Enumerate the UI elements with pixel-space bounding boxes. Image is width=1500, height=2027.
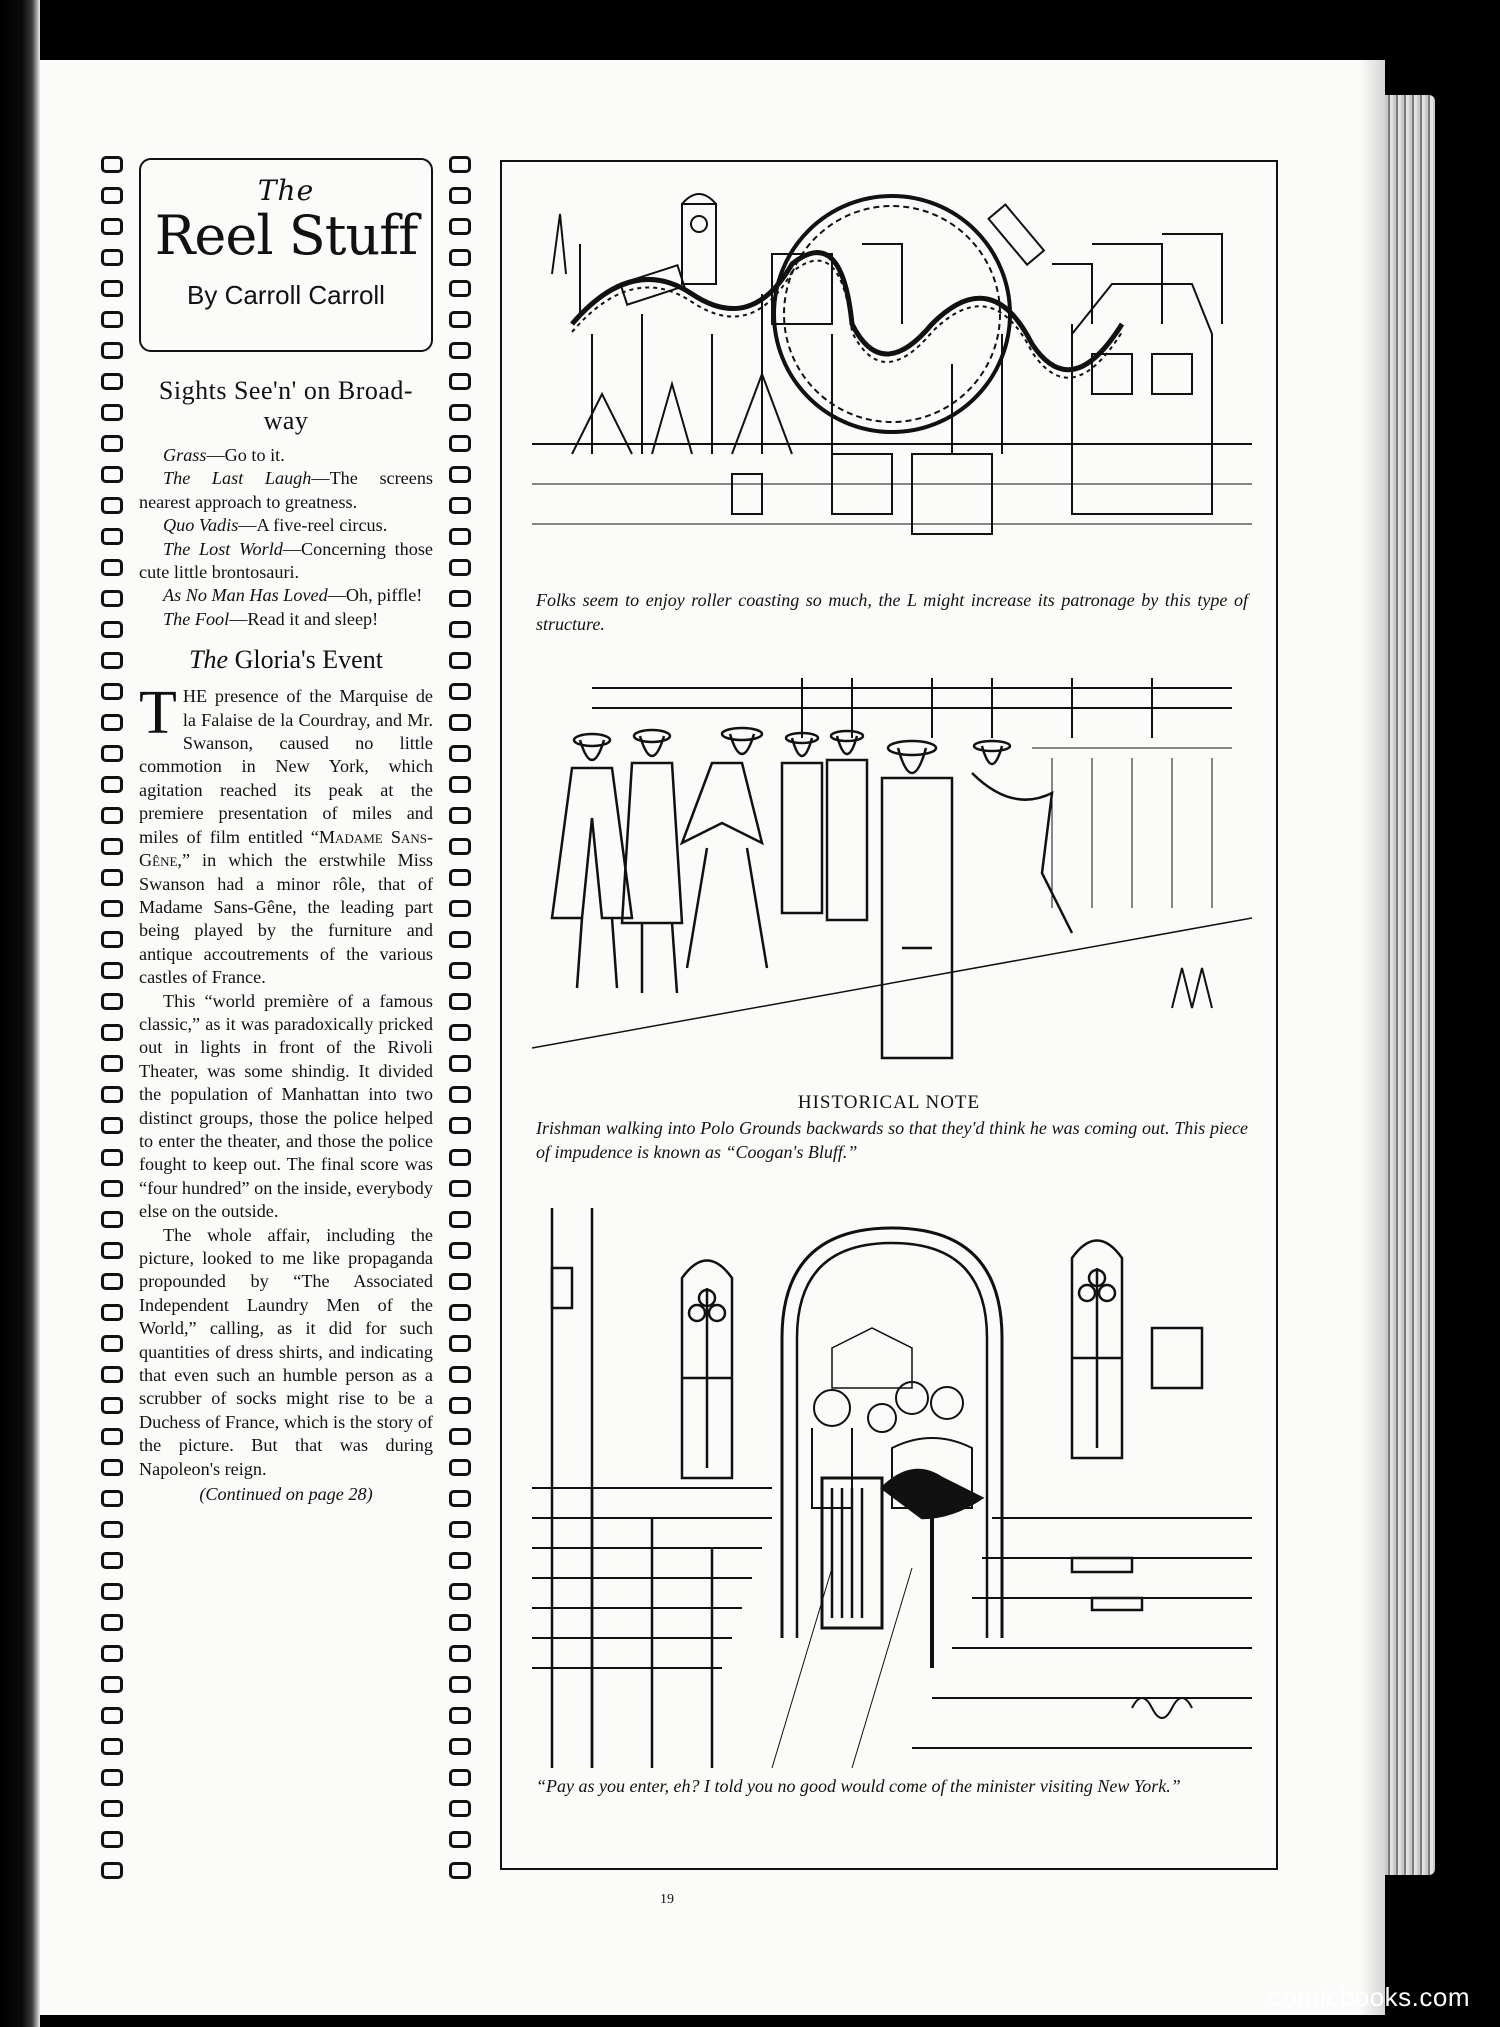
sprocket-hole xyxy=(101,1304,123,1321)
sprocket-hole xyxy=(449,962,471,979)
sprocket-hole xyxy=(449,1304,471,1321)
sprocket-hole xyxy=(101,1552,123,1569)
listing-item: As No Man Has Loved—Oh, piffle! xyxy=(163,585,423,606)
section-heading-gloria: The Gloria's Event xyxy=(189,645,383,675)
book-binding xyxy=(0,0,40,2027)
sprocket-hole xyxy=(449,1738,471,1755)
sprocket-hole xyxy=(101,1769,123,1786)
listing-item: Quo Vadis—A five-reel circus. xyxy=(163,515,388,536)
sprocket-hole xyxy=(101,807,123,824)
sprocket-hole xyxy=(101,373,123,390)
sprocket-hole xyxy=(101,776,123,793)
sprocket-hole xyxy=(101,280,123,297)
sprocket-hole xyxy=(101,1335,123,1352)
sprocket-hole xyxy=(101,745,123,762)
sprocket-hole xyxy=(449,435,471,452)
sprocket-hole xyxy=(449,1397,471,1414)
cartoon-polo-grounds xyxy=(532,648,1252,1078)
column-title-box xyxy=(139,158,433,352)
sprocket-hole xyxy=(101,1862,123,1879)
sprocket-hole xyxy=(449,311,471,328)
sprocket-hole xyxy=(449,714,471,731)
sprocket-hole xyxy=(101,1180,123,1197)
sprocket-hole xyxy=(449,1024,471,1041)
historical-note-heading: HISTORICAL NOTE xyxy=(797,1092,981,1113)
sprocket-hole xyxy=(101,1831,123,1848)
listing-item: The Last Laugh—The screens nearest approach to greatness. xyxy=(139,468,433,512)
sprocket-hole xyxy=(449,1769,471,1786)
sprocket-hole xyxy=(101,311,123,328)
page-edges xyxy=(1385,95,1435,1875)
sprocket-hole xyxy=(449,1521,471,1538)
sprocket-hole xyxy=(449,466,471,483)
sprocket-hole xyxy=(449,1335,471,1352)
sprocket-hole xyxy=(449,1831,471,1848)
sprocket-hole xyxy=(449,1242,471,1259)
sprocket-hole xyxy=(101,652,123,669)
sprocket-hole xyxy=(449,590,471,607)
sprocket-hole xyxy=(449,838,471,855)
sprocket-hole xyxy=(449,1273,471,1290)
sprocket-hole xyxy=(101,1583,123,1600)
sprocket-hole xyxy=(449,156,471,173)
sprocket-hole xyxy=(101,1490,123,1507)
sprocket-hole xyxy=(449,1055,471,1072)
sprocket-hole xyxy=(101,156,123,173)
byline: By Carroll Carroll xyxy=(187,280,385,310)
sprocket-hole xyxy=(449,1800,471,1817)
sprocket-hole xyxy=(449,249,471,266)
sprocket-hole xyxy=(449,993,471,1010)
cartoon-3-caption: “Pay as you enter, eh? I told you no good would come of the minister visiting New York.” xyxy=(536,1776,1181,1796)
sprocket-hole xyxy=(101,1738,123,1755)
sprocket-hole xyxy=(101,1117,123,1134)
sprocket-hole xyxy=(449,373,471,390)
sprocket-hole xyxy=(101,342,123,359)
cartoon-roller-coaster xyxy=(532,184,1252,574)
sprocket-hole xyxy=(101,962,123,979)
sprocket-hole xyxy=(101,404,123,421)
sprocket-hole xyxy=(101,1521,123,1538)
sprocket-hole xyxy=(449,280,471,297)
sprocket-hole xyxy=(449,1149,471,1166)
sprocket-hole xyxy=(449,900,471,917)
sprocket-hole xyxy=(101,590,123,607)
sprocket-hole xyxy=(101,559,123,576)
listing-item: Grass—Go to it. xyxy=(163,445,285,465)
sprocket-hole xyxy=(101,900,123,917)
sprocket-hole xyxy=(449,497,471,514)
film-listings xyxy=(139,444,433,631)
sprocket-hole xyxy=(449,1583,471,1600)
sprocket-hole xyxy=(449,869,471,886)
reel-stuff-column xyxy=(101,156,471,1879)
sprocket-hole xyxy=(449,1180,471,1197)
sprocket-hole xyxy=(101,1273,123,1290)
title-the: The xyxy=(257,174,315,207)
sprocket-hole xyxy=(449,342,471,359)
sprocket-hole xyxy=(101,1086,123,1103)
sprocket-hole xyxy=(449,1211,471,1228)
sprocket-hole xyxy=(101,1055,123,1072)
paragraph-3: The whole affair, including the picture, looked to me like propaganda propounded by “The Associated Independent Laundry Men of the World,” calling, as it did for such quantities of dress shirts, and indicating that even such an humble person as a scrubber of socks might rise to be a Duchess of France, which is the story of the picture. But that was during Napoleon's reign. xyxy=(139,1224,433,1479)
sprocket-hole xyxy=(101,1149,123,1166)
drop-cap: T xyxy=(139,679,177,748)
sprocket-hole xyxy=(101,931,123,948)
sprocket-hole xyxy=(101,249,123,266)
sprocket-hole xyxy=(449,683,471,700)
sprocket-hole xyxy=(449,931,471,948)
sprocket-hole xyxy=(101,497,123,514)
sprocket-hole xyxy=(449,187,471,204)
sprocket-hole xyxy=(449,528,471,545)
sprocket-hole xyxy=(101,993,123,1010)
listing-item: The Lost World—Concerning those cute little brontosauri. xyxy=(139,538,434,583)
sprocket-hole xyxy=(101,1707,123,1724)
sprocket-hole xyxy=(449,1086,471,1103)
sprocket-hole xyxy=(449,559,471,576)
section-heading-sights: Sights See'n' on Broad-way xyxy=(158,376,414,435)
sprocket-hole xyxy=(101,1242,123,1259)
sprocket-hole xyxy=(101,869,123,886)
sprocket-hole xyxy=(101,1428,123,1445)
sprocket-hole xyxy=(101,1676,123,1693)
sprocket-hole xyxy=(449,1676,471,1693)
sprocket-hole xyxy=(101,218,123,235)
sprocket-hole xyxy=(101,435,123,452)
continued-note: (Continued on page 28) xyxy=(199,1484,373,1505)
page-shadow xyxy=(1360,60,1385,2015)
sprocket-hole xyxy=(101,528,123,545)
cartoon-2-caption: Irishman walking into Polo Grounds backwards so that they'd think he was coming out. This piece of impudence is known as “Coogan's Bluff.” xyxy=(536,1118,1248,1162)
sprocket-hole xyxy=(101,621,123,638)
sprocket-hole xyxy=(449,621,471,638)
sprocket-hole xyxy=(101,1366,123,1383)
sprocket-hole xyxy=(101,1614,123,1631)
film-sprockets-left xyxy=(101,156,123,1879)
page-number: 19 xyxy=(660,1892,674,1907)
sprocket-hole xyxy=(101,1800,123,1817)
sprocket-hole xyxy=(101,683,123,700)
film-sprockets-right xyxy=(449,156,471,1879)
sprocket-hole xyxy=(449,776,471,793)
sprocket-hole xyxy=(101,1459,123,1476)
cartoon-church xyxy=(532,1188,1252,1768)
sprocket-hole xyxy=(449,1862,471,1879)
sprocket-hole xyxy=(101,1397,123,1414)
sprocket-hole xyxy=(449,1117,471,1134)
sprocket-hole xyxy=(101,1024,123,1041)
cartoon-1-caption: Folks seem to enjoy roller coasting so much, the L might increase its patronage by this type of structure. xyxy=(536,590,1248,634)
sprocket-hole xyxy=(101,714,123,731)
sprocket-hole xyxy=(449,1366,471,1383)
cartoon-frame xyxy=(500,160,1278,1870)
sprocket-hole xyxy=(449,1428,471,1445)
column-body xyxy=(139,376,433,1506)
sprocket-hole xyxy=(449,807,471,824)
listing-item: The Fool—Read it and sleep! xyxy=(163,608,379,629)
sprocket-hole xyxy=(449,1459,471,1476)
sprocket-hole xyxy=(449,745,471,762)
sprocket-hole xyxy=(449,218,471,235)
sprocket-hole xyxy=(449,1490,471,1507)
sprocket-hole xyxy=(449,652,471,669)
sprocket-hole xyxy=(449,1645,471,1662)
paragraph-1: THE presence of the Marquise de la Falaise de la Courdray, and Mr. Swanson, caused no little commotion in New York, which agitation reached its peak at the premiere presentation of miles and miles of film entitled “Madame Sans-Gêne,” in which the erstwhile Miss Swanson had a minor rôle, that of Madame Sans-Gêne, the leading part being played by the furniture and antique accoutrements of the various castles of France. xyxy=(139,679,434,988)
sprocket-hole xyxy=(101,838,123,855)
sprocket-hole xyxy=(449,1707,471,1724)
column-title: Reel Stuff xyxy=(154,204,418,267)
paragraph-2: This “world première of a famous classic,” as it was paradoxically pricked out in lights in front of the Rivoli Theater, was some shindig. It divided the population of Manhattan into two distinct groups, those the police helped to enter the theater, and those the police fought to keep out. The final score was “four hundred” on the inside, everybody else on the outside. xyxy=(139,990,433,1222)
sprocket-hole xyxy=(449,1552,471,1569)
sprocket-hole xyxy=(101,1211,123,1228)
sprocket-hole xyxy=(101,1645,123,1662)
site-watermark: comicbooks.com xyxy=(1269,1982,1470,2012)
sprocket-hole xyxy=(101,187,123,204)
sprocket-hole xyxy=(449,1614,471,1631)
sprocket-hole xyxy=(101,466,123,483)
sprocket-hole xyxy=(449,404,471,421)
